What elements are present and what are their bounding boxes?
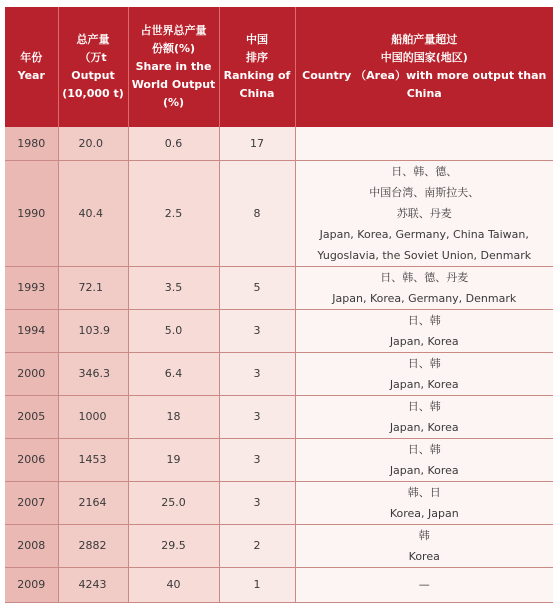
table-row [5, 481, 553, 524]
cell-countries: 韩、日 Korea, Japan [295, 481, 553, 524]
cell-share: 40 [128, 567, 219, 602]
cell-countries: 日、韩、德、丹麦 Japan, Korea, Germany, Denmark [295, 266, 553, 309]
cell-output: 4243 [58, 567, 128, 602]
cell-year: 2006 [5, 438, 58, 481]
cell-year: 2008 [5, 524, 58, 567]
table-row [5, 438, 553, 481]
table-row [5, 352, 553, 395]
table-row [5, 127, 553, 160]
cell-countries: 日、韩 Japan, Korea [295, 438, 553, 481]
cell-rank: 3 [219, 309, 295, 352]
header-ranking: 中国 排序 Ranking of China [219, 7, 295, 127]
cell-year: 2005 [5, 395, 58, 438]
cell-countries: 日、韩 Japan, Korea [295, 395, 553, 438]
cell-share: 25.0 [128, 481, 219, 524]
table-row [5, 395, 553, 438]
header-output: 总产量 （万t Output (10,000 t) [58, 7, 128, 127]
cell-countries: 韩 Korea [295, 524, 553, 567]
cell-share: 3.5 [128, 266, 219, 309]
table-row [5, 160, 553, 266]
cell-year: 2009 [5, 567, 58, 602]
cell-countries: 日、韩 Japan, Korea [295, 352, 553, 395]
cell-rank: 3 [219, 395, 295, 438]
header-year: 年份 Year [5, 7, 58, 127]
cell-output: 2164 [58, 481, 128, 524]
cell-year: 1990 [5, 160, 58, 266]
table-row [5, 309, 553, 352]
cell-output: 72.1 [58, 266, 128, 309]
cell-share: 29.5 [128, 524, 219, 567]
cell-output: 103.9 [58, 309, 128, 352]
table-row [5, 567, 553, 602]
cell-rank: 2 [219, 524, 295, 567]
cell-output: 346.3 [58, 352, 128, 395]
cell-share: 18 [128, 395, 219, 438]
table-row [5, 266, 553, 309]
cell-rank: 1 [219, 567, 295, 602]
cell-share: 19 [128, 438, 219, 481]
cell-year: 1993 [5, 266, 58, 309]
cell-rank: 5 [219, 266, 295, 309]
cell-output: 20.0 [58, 127, 128, 160]
cell-output: 40.4 [58, 160, 128, 266]
cell-countries [295, 127, 553, 160]
cell-share: 6.4 [128, 352, 219, 395]
cell-year: 1994 [5, 309, 58, 352]
cell-output: 1453 [58, 438, 128, 481]
cell-rank: 3 [219, 352, 295, 395]
cell-rank: 3 [219, 438, 295, 481]
cell-countries: 日、韩、德、 中国台湾、南斯拉夫、 苏联、丹麦 Japan, Korea, Germany, China Taiwan, Yugoslavia, the Soviet Union, Denmark [295, 160, 553, 266]
cell-year: 2000 [5, 352, 58, 395]
cell-year: 1980 [5, 127, 58, 160]
cell-share: 0.6 [128, 127, 219, 160]
cell-output: 1000 [58, 395, 128, 438]
cell-countries: — [295, 567, 553, 602]
shipbuilding-output-table [5, 7, 553, 603]
cell-rank: 17 [219, 127, 295, 160]
cell-rank: 3 [219, 481, 295, 524]
shipbuilding-table-container [5, 7, 553, 592]
cell-share: 5.0 [128, 309, 219, 352]
table-header-row [5, 7, 553, 127]
header-share: 占世界总产量 份额(%) Share in the World Output (%) [128, 7, 219, 127]
table-row [5, 524, 553, 567]
header-countries: 船舶产量超过 中国的国家(地区) Country （Area）with more output than China [295, 7, 553, 127]
cell-share: 2.5 [128, 160, 219, 266]
cell-rank: 8 [219, 160, 295, 266]
cell-year: 2007 [5, 481, 58, 524]
cell-countries: 日、韩 Japan, Korea [295, 309, 553, 352]
cell-output: 2882 [58, 524, 128, 567]
